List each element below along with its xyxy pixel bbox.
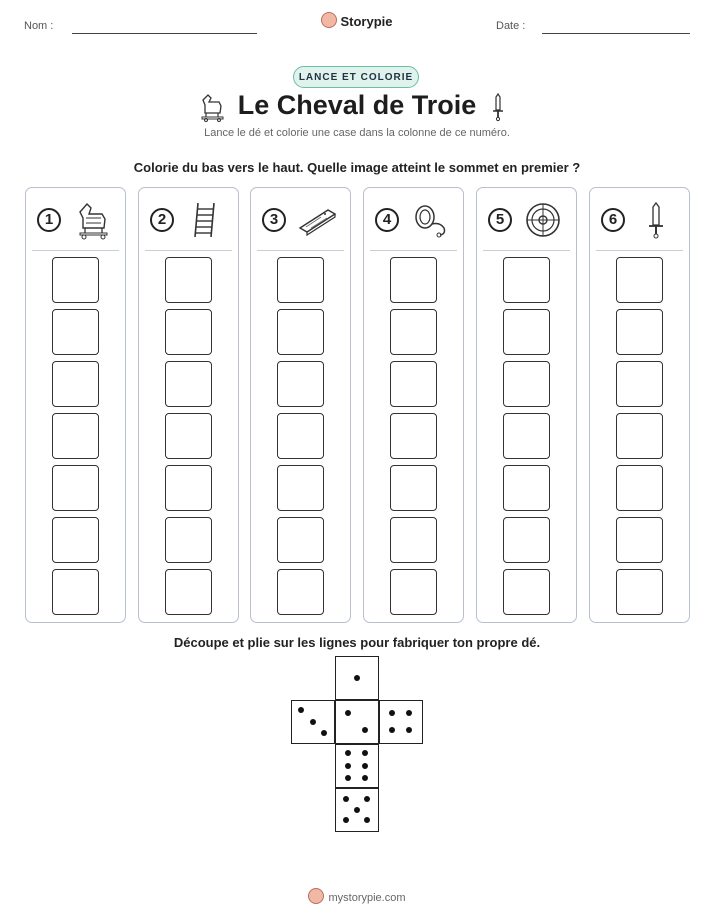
shield-icon: [523, 200, 563, 240]
coloring-box[interactable]: [52, 465, 99, 511]
name-line[interactable]: [72, 33, 257, 34]
sword-icon: [636, 200, 676, 240]
coloring-box[interactable]: [616, 413, 663, 459]
subtitle: Lance le dé et colorie une case dans la colonne de ce numéro.: [204, 127, 510, 139]
coloring-box[interactable]: [390, 309, 437, 355]
coloring-box[interactable]: [277, 257, 324, 303]
brand-name: Storypie: [340, 14, 393, 29]
ladder-icon: [185, 200, 225, 240]
coloring-box[interactable]: [165, 309, 212, 355]
coloring-box[interactable]: [503, 517, 550, 563]
coloring-box[interactable]: [616, 569, 663, 615]
coloring-box[interactable]: [390, 413, 437, 459]
coloring-box[interactable]: [277, 413, 324, 459]
die-pip: [362, 775, 368, 781]
footer-url[interactable]: mystorypie.com: [328, 892, 406, 904]
column-number: 5: [488, 208, 512, 232]
column-number: 4: [375, 208, 399, 232]
color-instruction: Colorie du bas vers le haut. Quelle image atteint le sommet en premier ?: [133, 160, 581, 175]
die-face-3: [291, 700, 335, 744]
coloring-box[interactable]: [52, 569, 99, 615]
die-pip: [389, 710, 395, 716]
die-pip: [354, 807, 360, 813]
coloring-box[interactable]: [503, 465, 550, 511]
divider: [483, 250, 570, 251]
die-pip: [310, 719, 316, 725]
die-face-5: [335, 788, 379, 832]
die-pip: [321, 730, 327, 736]
divider: [596, 250, 683, 251]
sword-icon: [489, 92, 507, 122]
divider: [257, 250, 344, 251]
page-title: Le Cheval de Troie: [237, 90, 477, 120]
column-3: [250, 187, 351, 623]
coloring-box[interactable]: [277, 517, 324, 563]
die-pip: [406, 727, 412, 733]
divider: [145, 250, 232, 251]
coloring-box[interactable]: [503, 309, 550, 355]
coloring-box[interactable]: [165, 517, 212, 563]
die-pip: [362, 727, 368, 733]
footer: [0, 888, 714, 904]
coloring-box[interactable]: [503, 361, 550, 407]
die-pip: [345, 710, 351, 716]
column-number: 3: [262, 208, 286, 232]
die-pip: [298, 707, 304, 713]
coloring-box[interactable]: [52, 361, 99, 407]
column-1: [25, 187, 126, 623]
column-2: [138, 187, 239, 623]
date-line[interactable]: [542, 33, 690, 34]
die-pip: [406, 710, 412, 716]
column-number: 2: [150, 208, 174, 232]
die-pip: [364, 796, 370, 802]
coloring-box[interactable]: [52, 309, 99, 355]
coloring-box[interactable]: [616, 361, 663, 407]
storypie-logo-icon: [321, 12, 337, 28]
column-4: [363, 187, 464, 623]
coloring-box[interactable]: [277, 309, 324, 355]
coloring-box[interactable]: [165, 569, 212, 615]
coloring-box[interactable]: [277, 569, 324, 615]
die-pip: [345, 775, 351, 781]
coloring-box[interactable]: [277, 465, 324, 511]
die-face-1: [335, 656, 379, 700]
rope-icon: [410, 200, 450, 240]
coloring-box[interactable]: [616, 309, 663, 355]
coloring-box[interactable]: [277, 361, 324, 407]
coloring-box[interactable]: [503, 257, 550, 303]
die-pip: [345, 750, 351, 756]
die-pip: [389, 727, 395, 733]
column-6: [589, 187, 690, 623]
coloring-box[interactable]: [390, 465, 437, 511]
coloring-box[interactable]: [616, 517, 663, 563]
die-face-6: [335, 744, 379, 788]
die-pip: [354, 675, 360, 681]
die-pip: [343, 796, 349, 802]
coloring-box[interactable]: [165, 257, 212, 303]
name-label: Nom :: [24, 20, 54, 32]
coloring-box[interactable]: [390, 569, 437, 615]
coloring-box[interactable]: [165, 413, 212, 459]
coloring-box[interactable]: [503, 569, 550, 615]
die-instruction: Découpe et plie sur les lignes pour fabriquer ton propre dé.: [173, 635, 541, 650]
die-face-2: [335, 700, 379, 744]
coloring-box[interactable]: [52, 517, 99, 563]
die-pip: [362, 763, 368, 769]
wooden-plank-icon: [297, 200, 337, 240]
die-pip: [362, 750, 368, 756]
coloring-box[interactable]: [52, 257, 99, 303]
column-number: 1: [37, 208, 61, 232]
die-pip: [345, 763, 351, 769]
trojan-horse-icon: [72, 200, 112, 240]
die-face-4: [379, 700, 423, 744]
die-pip: [343, 817, 349, 823]
divider: [32, 250, 119, 251]
divider: [370, 250, 457, 251]
brand-logo: [0, 12, 714, 29]
date-label: Date :: [496, 20, 526, 32]
coloring-box[interactable]: [503, 413, 550, 459]
coloring-box[interactable]: [390, 257, 437, 303]
storypie-logo-icon: [308, 888, 324, 904]
coloring-box[interactable]: [165, 361, 212, 407]
column-number: 6: [601, 208, 625, 232]
coloring-box[interactable]: [390, 517, 437, 563]
die-pip: [364, 817, 370, 823]
coloring-box[interactable]: [616, 465, 663, 511]
coloring-box[interactable]: [390, 361, 437, 407]
activity-badge: LANCE ET COLORIE: [293, 66, 419, 88]
coloring-box[interactable]: [616, 257, 663, 303]
coloring-box[interactable]: [52, 413, 99, 459]
coloring-box[interactable]: [165, 465, 212, 511]
column-5: [476, 187, 577, 623]
